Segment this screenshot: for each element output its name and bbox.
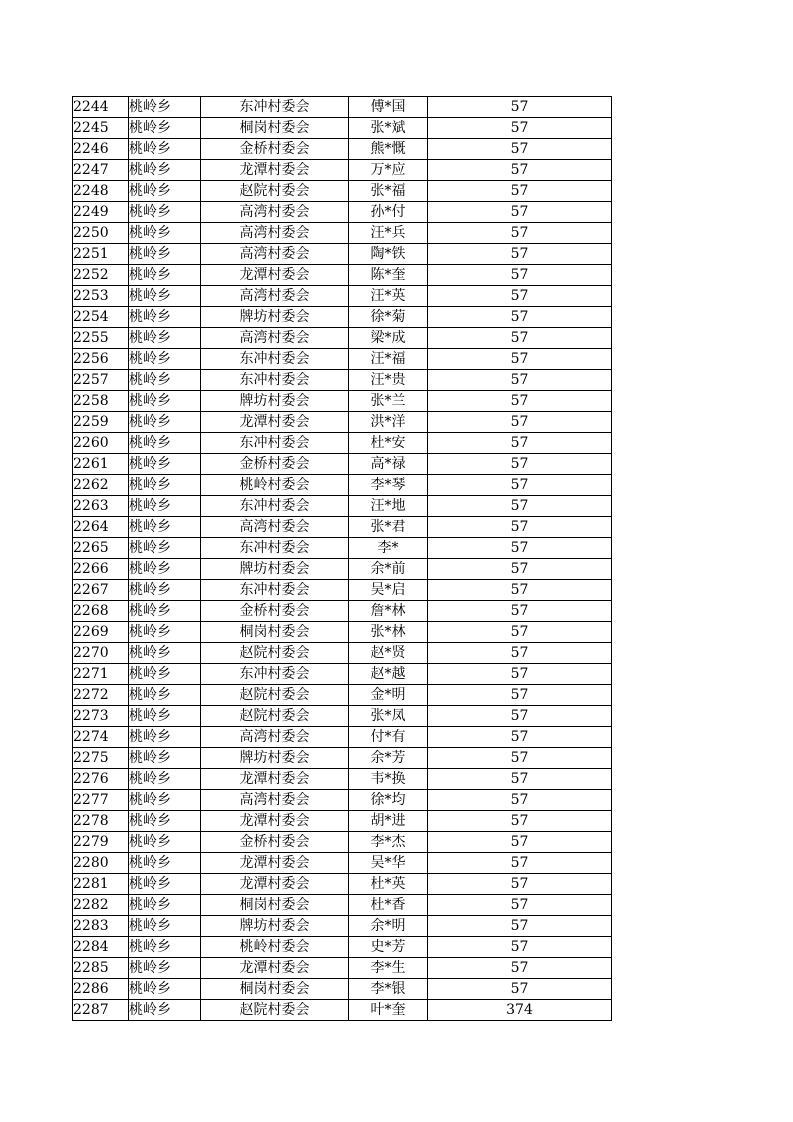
cell-village-committee: 金桥村委会 xyxy=(201,139,349,160)
cell-person-name: 金*明 xyxy=(349,685,428,706)
cell-serial-number: 2260 xyxy=(73,433,129,454)
cell-person-name: 李*生 xyxy=(349,958,428,979)
cell-person-name: 陈*奎 xyxy=(349,265,428,286)
cell-amount: 57 xyxy=(428,517,612,538)
cell-serial-number: 2255 xyxy=(73,328,129,349)
cell-serial-number: 2261 xyxy=(73,454,129,475)
cell-serial-number: 2256 xyxy=(73,349,129,370)
cell-village-committee: 赵院村委会 xyxy=(201,1000,349,1021)
table-row xyxy=(73,769,612,790)
cell-township: 桃岭乡 xyxy=(129,643,201,664)
cell-village-committee: 牌坊村委会 xyxy=(201,559,349,580)
cell-amount: 57 xyxy=(428,223,612,244)
cell-amount: 57 xyxy=(428,979,612,1000)
table-row xyxy=(73,349,612,370)
cell-village-committee: 桃岭村委会 xyxy=(201,937,349,958)
cell-township: 桃岭乡 xyxy=(129,433,201,454)
cell-person-name: 汪*地 xyxy=(349,496,428,517)
cell-person-name: 李*银 xyxy=(349,979,428,1000)
cell-township: 桃岭乡 xyxy=(129,979,201,1000)
cell-person-name: 杜*香 xyxy=(349,895,428,916)
table-row xyxy=(73,244,612,265)
cell-serial-number: 2279 xyxy=(73,832,129,853)
cell-village-committee: 金桥村委会 xyxy=(201,454,349,475)
table-row xyxy=(73,538,612,559)
cell-serial-number: 2272 xyxy=(73,685,129,706)
cell-amount: 57 xyxy=(428,664,612,685)
cell-township: 桃岭乡 xyxy=(129,160,201,181)
cell-township: 桃岭乡 xyxy=(129,391,201,412)
table-row xyxy=(73,202,612,223)
cell-village-committee: 金桥村委会 xyxy=(201,601,349,622)
cell-township: 桃岭乡 xyxy=(129,139,201,160)
cell-serial-number: 2254 xyxy=(73,307,129,328)
cell-village-committee: 龙潭村委会 xyxy=(201,265,349,286)
table-row xyxy=(73,979,612,1000)
cell-person-name: 史*芳 xyxy=(349,937,428,958)
cell-township: 桃岭乡 xyxy=(129,790,201,811)
cell-township: 桃岭乡 xyxy=(129,244,201,265)
cell-serial-number: 2282 xyxy=(73,895,129,916)
table-row xyxy=(73,601,612,622)
cell-serial-number: 2258 xyxy=(73,391,129,412)
cell-person-name: 梁*成 xyxy=(349,328,428,349)
roster-table-body xyxy=(73,97,612,1021)
cell-township: 桃岭乡 xyxy=(129,223,201,244)
cell-person-name: 赵*贤 xyxy=(349,643,428,664)
cell-amount: 57 xyxy=(428,769,612,790)
table-row xyxy=(73,286,612,307)
cell-village-committee: 龙潭村委会 xyxy=(201,811,349,832)
cell-person-name: 孙*付 xyxy=(349,202,428,223)
cell-village-committee: 桐岗村委会 xyxy=(201,118,349,139)
cell-person-name: 叶*奎 xyxy=(349,1000,428,1021)
cell-township: 桃岭乡 xyxy=(129,97,201,118)
cell-amount: 57 xyxy=(428,748,612,769)
cell-amount: 57 xyxy=(428,958,612,979)
cell-person-name: 韦*换 xyxy=(349,769,428,790)
cell-amount: 57 xyxy=(428,328,612,349)
cell-township: 桃岭乡 xyxy=(129,685,201,706)
cell-serial-number: 2253 xyxy=(73,286,129,307)
cell-person-name: 万*应 xyxy=(349,160,428,181)
table-row xyxy=(73,307,612,328)
table-row xyxy=(73,1000,612,1021)
cell-township: 桃岭乡 xyxy=(129,874,201,895)
cell-amount: 57 xyxy=(428,454,612,475)
cell-amount: 57 xyxy=(428,370,612,391)
cell-amount: 57 xyxy=(428,916,612,937)
cell-serial-number: 2270 xyxy=(73,643,129,664)
cell-township: 桃岭乡 xyxy=(129,307,201,328)
cell-village-committee: 高湾村委会 xyxy=(201,244,349,265)
table-row xyxy=(73,118,612,139)
cell-serial-number: 2286 xyxy=(73,979,129,1000)
cell-village-committee: 高湾村委会 xyxy=(201,727,349,748)
cell-township: 桃岭乡 xyxy=(129,286,201,307)
table-row xyxy=(73,160,612,181)
table-row xyxy=(73,496,612,517)
cell-village-committee: 高湾村委会 xyxy=(201,790,349,811)
table-row xyxy=(73,748,612,769)
cell-village-committee: 东冲村委会 xyxy=(201,97,349,118)
cell-person-name: 余*前 xyxy=(349,559,428,580)
cell-township: 桃岭乡 xyxy=(129,832,201,853)
cell-village-committee: 东冲村委会 xyxy=(201,580,349,601)
cell-township: 桃岭乡 xyxy=(129,916,201,937)
cell-village-committee: 桐岗村委会 xyxy=(201,895,349,916)
cell-person-name: 李* xyxy=(349,538,428,559)
cell-township: 桃岭乡 xyxy=(129,475,201,496)
cell-amount: 57 xyxy=(428,538,612,559)
table-row xyxy=(73,937,612,958)
cell-person-name: 张*斌 xyxy=(349,118,428,139)
cell-township: 桃岭乡 xyxy=(129,370,201,391)
table-row xyxy=(73,328,612,349)
table-row xyxy=(73,580,612,601)
cell-serial-number: 2257 xyxy=(73,370,129,391)
cell-serial-number: 2281 xyxy=(73,874,129,895)
cell-village-committee: 龙潭村委会 xyxy=(201,853,349,874)
cell-serial-number: 2262 xyxy=(73,475,129,496)
cell-amount: 374 xyxy=(428,1000,612,1021)
table-row xyxy=(73,622,612,643)
cell-township: 桃岭乡 xyxy=(129,328,201,349)
table-row xyxy=(73,391,612,412)
cell-person-name: 汪*福 xyxy=(349,349,428,370)
cell-serial-number: 2271 xyxy=(73,664,129,685)
cell-township: 桃岭乡 xyxy=(129,664,201,685)
cell-village-committee: 龙潭村委会 xyxy=(201,874,349,895)
cell-amount: 57 xyxy=(428,937,612,958)
cell-village-committee: 东冲村委会 xyxy=(201,370,349,391)
table-row xyxy=(73,475,612,496)
cell-serial-number: 2268 xyxy=(73,601,129,622)
cell-township: 桃岭乡 xyxy=(129,559,201,580)
cell-village-committee: 东冲村委会 xyxy=(201,496,349,517)
cell-person-name: 赵*越 xyxy=(349,664,428,685)
cell-amount: 57 xyxy=(428,790,612,811)
cell-serial-number: 2259 xyxy=(73,412,129,433)
cell-person-name: 汪*兵 xyxy=(349,223,428,244)
table-row xyxy=(73,181,612,202)
cell-village-committee: 桐岗村委会 xyxy=(201,979,349,1000)
cell-person-name: 傅*国 xyxy=(349,97,428,118)
cell-serial-number: 2277 xyxy=(73,790,129,811)
cell-amount: 57 xyxy=(428,622,612,643)
cell-village-committee: 牌坊村委会 xyxy=(201,307,349,328)
cell-person-name: 吴*启 xyxy=(349,580,428,601)
cell-amount: 57 xyxy=(428,580,612,601)
cell-township: 桃岭乡 xyxy=(129,769,201,790)
cell-person-name: 熊*慨 xyxy=(349,139,428,160)
cell-village-committee: 高湾村委会 xyxy=(201,328,349,349)
cell-person-name: 陶*铁 xyxy=(349,244,428,265)
cell-amount: 57 xyxy=(428,601,612,622)
table-row xyxy=(73,874,612,895)
cell-township: 桃岭乡 xyxy=(129,601,201,622)
cell-township: 桃岭乡 xyxy=(129,517,201,538)
cell-amount: 57 xyxy=(428,706,612,727)
cell-serial-number: 2251 xyxy=(73,244,129,265)
cell-serial-number: 2265 xyxy=(73,538,129,559)
cell-amount: 57 xyxy=(428,181,612,202)
cell-township: 桃岭乡 xyxy=(129,706,201,727)
cell-serial-number: 2269 xyxy=(73,622,129,643)
cell-amount: 57 xyxy=(428,496,612,517)
cell-person-name: 汪*英 xyxy=(349,286,428,307)
cell-serial-number: 2248 xyxy=(73,181,129,202)
cell-village-committee: 龙潭村委会 xyxy=(201,412,349,433)
cell-person-name: 胡*进 xyxy=(349,811,428,832)
cell-serial-number: 2252 xyxy=(73,265,129,286)
cell-village-committee: 桃岭村委会 xyxy=(201,475,349,496)
cell-township: 桃岭乡 xyxy=(129,727,201,748)
cell-serial-number: 2246 xyxy=(73,139,129,160)
cell-serial-number: 2284 xyxy=(73,937,129,958)
cell-village-committee: 高湾村委会 xyxy=(201,223,349,244)
table-row xyxy=(73,370,612,391)
cell-amount: 57 xyxy=(428,286,612,307)
cell-serial-number: 2283 xyxy=(73,916,129,937)
table-row xyxy=(73,853,612,874)
cell-person-name: 高*禄 xyxy=(349,454,428,475)
cell-township: 桃岭乡 xyxy=(129,118,201,139)
cell-village-committee: 赵院村委会 xyxy=(201,685,349,706)
cell-person-name: 杜*安 xyxy=(349,433,428,454)
cell-serial-number: 2263 xyxy=(73,496,129,517)
cell-serial-number: 2287 xyxy=(73,1000,129,1021)
cell-serial-number: 2273 xyxy=(73,706,129,727)
cell-amount: 57 xyxy=(428,160,612,181)
table-row xyxy=(73,139,612,160)
cell-serial-number: 2250 xyxy=(73,223,129,244)
cell-person-name: 余*明 xyxy=(349,916,428,937)
cell-village-committee: 东冲村委会 xyxy=(201,664,349,685)
table-row xyxy=(73,727,612,748)
cell-person-name: 詹*林 xyxy=(349,601,428,622)
cell-village-committee: 东冲村委会 xyxy=(201,538,349,559)
cell-serial-number: 2247 xyxy=(73,160,129,181)
cell-village-committee: 牌坊村委会 xyxy=(201,391,349,412)
table-row xyxy=(73,958,612,979)
cell-amount: 57 xyxy=(428,307,612,328)
cell-serial-number: 2264 xyxy=(73,517,129,538)
cell-township: 桃岭乡 xyxy=(129,349,201,370)
cell-village-committee: 东冲村委会 xyxy=(201,433,349,454)
cell-serial-number: 2266 xyxy=(73,559,129,580)
cell-person-name: 李*琴 xyxy=(349,475,428,496)
cell-amount: 57 xyxy=(428,727,612,748)
cell-amount: 57 xyxy=(428,811,612,832)
table-row xyxy=(73,916,612,937)
cell-township: 桃岭乡 xyxy=(129,937,201,958)
cell-person-name: 张*林 xyxy=(349,622,428,643)
table-row xyxy=(73,97,612,118)
cell-person-name: 张*福 xyxy=(349,181,428,202)
cell-village-committee: 赵院村委会 xyxy=(201,706,349,727)
cell-amount: 57 xyxy=(428,412,612,433)
cell-amount: 57 xyxy=(428,433,612,454)
cell-amount: 57 xyxy=(428,895,612,916)
cell-serial-number: 2278 xyxy=(73,811,129,832)
cell-amount: 57 xyxy=(428,874,612,895)
table-row xyxy=(73,832,612,853)
cell-person-name: 张*兰 xyxy=(349,391,428,412)
cell-amount: 57 xyxy=(428,643,612,664)
cell-township: 桃岭乡 xyxy=(129,412,201,433)
cell-village-committee: 牌坊村委会 xyxy=(201,748,349,769)
table-row xyxy=(73,706,612,727)
cell-township: 桃岭乡 xyxy=(129,811,201,832)
cell-village-committee: 高湾村委会 xyxy=(201,202,349,223)
cell-person-name: 杜*英 xyxy=(349,874,428,895)
cell-serial-number: 2267 xyxy=(73,580,129,601)
cell-township: 桃岭乡 xyxy=(129,265,201,286)
cell-serial-number: 2275 xyxy=(73,748,129,769)
cell-serial-number: 2274 xyxy=(73,727,129,748)
cell-person-name: 张*君 xyxy=(349,517,428,538)
cell-serial-number: 2249 xyxy=(73,202,129,223)
cell-village-committee: 龙潭村委会 xyxy=(201,769,349,790)
cell-person-name: 汪*贵 xyxy=(349,370,428,391)
cell-amount: 57 xyxy=(428,475,612,496)
cell-township: 桃岭乡 xyxy=(129,748,201,769)
cell-township: 桃岭乡 xyxy=(129,181,201,202)
cell-serial-number: 2245 xyxy=(73,118,129,139)
cell-township: 桃岭乡 xyxy=(129,538,201,559)
cell-township: 桃岭乡 xyxy=(129,202,201,223)
cell-amount: 57 xyxy=(428,559,612,580)
cell-amount: 57 xyxy=(428,349,612,370)
cell-amount: 57 xyxy=(428,202,612,223)
table-row xyxy=(73,454,612,475)
cell-township: 桃岭乡 xyxy=(129,853,201,874)
cell-amount: 57 xyxy=(428,265,612,286)
cell-village-committee: 龙潭村委会 xyxy=(201,160,349,181)
table-row xyxy=(73,685,612,706)
cell-amount: 57 xyxy=(428,97,612,118)
cell-serial-number: 2276 xyxy=(73,769,129,790)
cell-village-committee: 东冲村委会 xyxy=(201,349,349,370)
cell-township: 桃岭乡 xyxy=(129,958,201,979)
cell-township: 桃岭乡 xyxy=(129,580,201,601)
cell-village-committee: 龙潭村委会 xyxy=(201,958,349,979)
cell-serial-number: 2280 xyxy=(73,853,129,874)
cell-township: 桃岭乡 xyxy=(129,622,201,643)
cell-township: 桃岭乡 xyxy=(129,1000,201,1021)
cell-person-name: 李*杰 xyxy=(349,832,428,853)
cell-amount: 57 xyxy=(428,391,612,412)
cell-amount: 57 xyxy=(428,832,612,853)
cell-amount: 57 xyxy=(428,139,612,160)
cell-serial-number: 2244 xyxy=(73,97,129,118)
table-row xyxy=(73,811,612,832)
cell-person-name: 吴*华 xyxy=(349,853,428,874)
cell-village-committee: 桐岗村委会 xyxy=(201,622,349,643)
cell-village-committee: 金桥村委会 xyxy=(201,832,349,853)
table-row xyxy=(73,643,612,664)
roster-table xyxy=(72,96,612,1021)
cell-village-committee: 高湾村委会 xyxy=(201,286,349,307)
cell-township: 桃岭乡 xyxy=(129,895,201,916)
cell-township: 桃岭乡 xyxy=(129,496,201,517)
cell-village-committee: 高湾村委会 xyxy=(201,517,349,538)
cell-village-committee: 赵院村委会 xyxy=(201,643,349,664)
table-row xyxy=(73,517,612,538)
cell-amount: 57 xyxy=(428,685,612,706)
table-row xyxy=(73,433,612,454)
table-row xyxy=(73,790,612,811)
cell-township: 桃岭乡 xyxy=(129,454,201,475)
table-row xyxy=(73,412,612,433)
cell-amount: 57 xyxy=(428,244,612,265)
cell-person-name: 张*凤 xyxy=(349,706,428,727)
table-row xyxy=(73,664,612,685)
cell-person-name: 洪*洋 xyxy=(349,412,428,433)
cell-person-name: 付*有 xyxy=(349,727,428,748)
cell-serial-number: 2285 xyxy=(73,958,129,979)
cell-person-name: 徐*菊 xyxy=(349,307,428,328)
table-row xyxy=(73,223,612,244)
table-row xyxy=(73,895,612,916)
cell-village-committee: 牌坊村委会 xyxy=(201,916,349,937)
cell-person-name: 余*芳 xyxy=(349,748,428,769)
cell-amount: 57 xyxy=(428,853,612,874)
table-row xyxy=(73,265,612,286)
cell-person-name: 徐*均 xyxy=(349,790,428,811)
table-row xyxy=(73,559,612,580)
cell-amount: 57 xyxy=(428,118,612,139)
cell-village-committee: 赵院村委会 xyxy=(201,181,349,202)
